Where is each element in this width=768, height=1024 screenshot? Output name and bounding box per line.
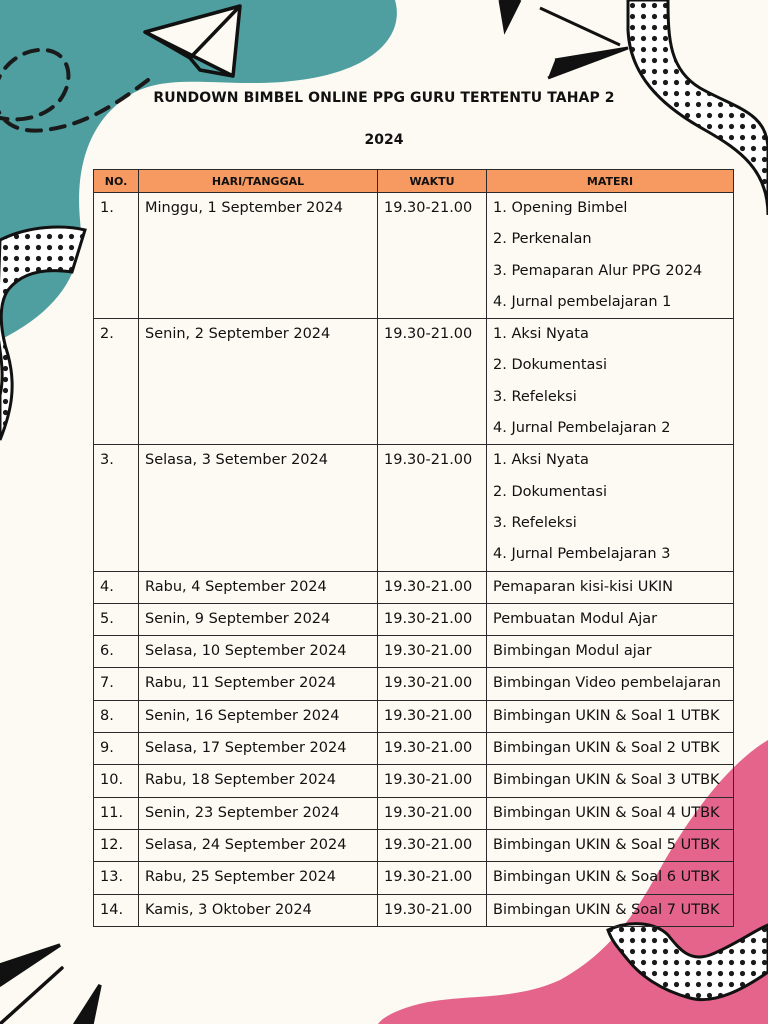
table-row — [94, 445, 734, 571]
cell-waktu-text: 19.30-21.00 — [384, 772, 473, 789]
materi-item: Bimbingan UKIN & Soal 3 UTBK — [493, 772, 720, 789]
cell-waktu — [378, 193, 487, 319]
cell-hari-tanggal-text: Senin, 16 September 2024 — [145, 707, 340, 724]
materi-item: 3. Refeleksi — [493, 388, 577, 405]
cell-hari-tanggal-text: Kamis, 3 Oktober 2024 — [145, 901, 312, 918]
table-row — [94, 668, 734, 700]
cell-no — [94, 700, 139, 732]
materi-item: 1. Aksi Nyata — [493, 326, 589, 343]
materi-item: Bimbingan UKIN & Soal 4 UTBK — [493, 804, 720, 821]
cell-hari-tanggal-text: Selasa, 17 September 2024 — [145, 740, 347, 757]
cell-hari-tanggal — [139, 319, 378, 445]
cell-hari-tanggal-text: Senin, 9 September 2024 — [145, 610, 331, 627]
materi-item: 2. Perkenalan — [493, 231, 592, 248]
header-waktu: WAKTU — [378, 170, 487, 193]
cell-waktu-text: 19.30-21.00 — [384, 707, 473, 724]
cell-no-text: 4. — [100, 578, 114, 595]
table-row — [94, 862, 734, 894]
materi-item: Pembuatan Modul Ajar — [493, 610, 658, 627]
arrow-icon — [500, 0, 628, 78]
cell-hari-tanggal — [139, 894, 378, 926]
table-row — [94, 193, 734, 319]
cell-materi — [487, 571, 734, 603]
cell-no — [94, 829, 139, 861]
materi-item: Bimbingan UKIN & Soal 2 UTBK — [493, 740, 720, 757]
cell-hari-tanggal-text: Senin, 2 September 2024 — [145, 326, 331, 343]
cell-no-text: 10. — [100, 772, 124, 789]
rundown-table — [93, 169, 734, 927]
materi-item: 3. Refeleksi — [493, 514, 577, 531]
table-row — [94, 894, 734, 926]
cell-materi — [487, 862, 734, 894]
cell-no-text: 7. — [100, 675, 114, 692]
cell-no — [94, 894, 139, 926]
cell-waktu — [378, 700, 487, 732]
cell-no-text: 2. — [100, 326, 114, 343]
cell-waktu — [378, 636, 487, 668]
cell-hari-tanggal — [139, 636, 378, 668]
materi-item: Bimbingan UKIN & Soal 1 UTBK — [493, 707, 720, 724]
header-no: NO. — [94, 170, 139, 193]
cell-materi — [487, 445, 734, 571]
cell-no — [94, 571, 139, 603]
cell-no — [94, 319, 139, 445]
cell-waktu — [378, 765, 487, 797]
cell-materi — [487, 894, 734, 926]
cell-waktu-text: 19.30-21.00 — [384, 578, 473, 595]
table-row — [94, 765, 734, 797]
cell-hari-tanggal-text: Rabu, 18 September 2024 — [145, 772, 336, 789]
cell-no — [94, 765, 139, 797]
cell-hari-tanggal — [139, 193, 378, 319]
cell-waktu — [378, 797, 487, 829]
materi-item: 1. Aksi Nyata — [493, 452, 589, 469]
cell-waktu-text: 19.30-21.00 — [384, 452, 473, 469]
cell-no-text: 6. — [100, 643, 114, 660]
cell-hari-tanggal — [139, 571, 378, 603]
materi-item: Bimbingan Video pembelajaran — [493, 675, 721, 692]
cell-waktu — [378, 603, 487, 635]
cell-no-text: 5. — [100, 610, 114, 627]
cell-hari-tanggal-text: Senin, 23 September 2024 — [145, 804, 340, 821]
cell-hari-tanggal-text: Selasa, 10 September 2024 — [145, 643, 347, 660]
cell-materi — [487, 319, 734, 445]
cell-no-text: 1. — [100, 200, 114, 216]
cell-no-text: 12. — [100, 836, 124, 853]
cell-waktu — [378, 668, 487, 700]
arrow-icon-bottom — [0, 945, 100, 1024]
cell-no-text: 9. — [100, 740, 114, 757]
cell-waktu-text: 19.30-21.00 — [384, 643, 473, 660]
materi-item: Bimbingan UKIN & Soal 5 UTBK — [493, 836, 720, 853]
cell-materi — [487, 603, 734, 635]
table-row — [94, 636, 734, 668]
table-row — [94, 319, 734, 445]
cell-hari-tanggal — [139, 862, 378, 894]
cell-waktu — [378, 733, 487, 765]
cell-hari-tanggal-text: Selasa, 3 Setember 2024 — [145, 452, 328, 469]
materi-item: Bimbingan UKIN & Soal 6 UTBK — [493, 869, 720, 886]
cell-hari-tanggal-text: Selasa, 24 September 2024 — [145, 836, 347, 853]
cell-waktu — [378, 319, 487, 445]
header-hari-tanggal: HARI/TANGGAL — [139, 170, 378, 193]
cell-hari-tanggal — [139, 733, 378, 765]
materi-item: 4. Jurnal Pembelajaran 2 — [493, 420, 671, 437]
table-row — [94, 700, 734, 732]
cell-waktu-text: 19.30-21.00 — [384, 804, 473, 821]
header-materi: MATERI — [487, 170, 734, 193]
materi-item: Bimbingan UKIN & Soal 7 UTBK — [493, 901, 720, 918]
materi-item: 4. Jurnal Pembelajaran 3 — [493, 546, 671, 563]
cell-no-text: 8. — [100, 707, 114, 724]
cell-hari-tanggal-text: Rabu, 25 September 2024 — [145, 869, 336, 886]
cell-no — [94, 862, 139, 894]
cell-no — [94, 603, 139, 635]
cell-hari-tanggal — [139, 445, 378, 571]
cell-no — [94, 668, 139, 700]
cell-hari-tanggal — [139, 797, 378, 829]
cell-no-text: 11. — [100, 804, 124, 821]
document-year: 2024 — [364, 132, 404, 148]
materi-item: Pemaparan kisi-kisi UKIN — [493, 578, 673, 595]
document-title: RUNDOWN BIMBEL ONLINE PPG GURU TERTENTU TAHAP 2 — [153, 90, 615, 106]
cell-materi — [487, 797, 734, 829]
cell-waktu-text: 19.30-21.00 — [384, 869, 473, 886]
cell-hari-tanggal — [139, 765, 378, 797]
cell-waktu — [378, 894, 487, 926]
cell-waktu-text: 19.30-21.00 — [384, 836, 473, 853]
materi-item: 1. Opening Bimbel — [493, 200, 628, 216]
cell-waktu-text: 19.30-21.00 — [384, 740, 473, 757]
materi-item: Bimbingan Modul ajar — [493, 643, 652, 660]
cell-waktu — [378, 829, 487, 861]
table-row — [94, 733, 734, 765]
cell-no — [94, 445, 139, 571]
cell-hari-tanggal — [139, 668, 378, 700]
cell-hari-tanggal-text: Rabu, 11 September 2024 — [145, 675, 336, 692]
cell-waktu-text: 19.30-21.00 — [384, 200, 473, 216]
materi-item: 4. Jurnal pembelajaran 1 — [493, 293, 672, 310]
cell-materi — [487, 636, 734, 668]
table-row — [94, 571, 734, 603]
table-row — [94, 797, 734, 829]
table-header-row — [94, 170, 734, 193]
table-row — [94, 603, 734, 635]
cell-materi — [487, 700, 734, 732]
cell-hari-tanggal — [139, 700, 378, 732]
cell-hari-tanggal-text: Rabu, 4 September 2024 — [145, 578, 327, 595]
cell-no — [94, 636, 139, 668]
cell-no — [94, 733, 139, 765]
cell-waktu-text: 19.30-21.00 — [384, 326, 473, 343]
materi-item: 3. Pemaparan Alur PPG 2024 — [493, 262, 703, 279]
materi-item: 2. Dokumentasi — [493, 483, 608, 500]
cell-no — [94, 193, 139, 319]
cell-materi — [487, 765, 734, 797]
cell-no-text: 13. — [100, 869, 124, 886]
polka-dot-ribbon-left — [0, 227, 85, 440]
cell-materi — [487, 193, 734, 319]
cell-waktu-text: 19.30-21.00 — [384, 610, 473, 627]
cell-hari-tanggal — [139, 829, 378, 861]
cell-materi — [487, 829, 734, 861]
cell-no — [94, 797, 139, 829]
cell-waktu — [378, 445, 487, 571]
cell-waktu — [378, 571, 487, 603]
cell-waktu-text: 19.30-21.00 — [384, 675, 473, 692]
materi-item: 2. Dokumentasi — [493, 357, 608, 374]
cell-no-text: 14. — [100, 901, 124, 918]
cell-waktu-text: 19.30-21.00 — [384, 901, 473, 918]
cell-hari-tanggal-text: Minggu, 1 September 2024 — [145, 200, 344, 216]
cell-no-text: 3. — [100, 452, 114, 469]
cell-materi — [487, 668, 734, 700]
table-row — [94, 829, 734, 861]
cell-materi — [487, 733, 734, 765]
cell-waktu — [378, 862, 487, 894]
cell-hari-tanggal — [139, 603, 378, 635]
